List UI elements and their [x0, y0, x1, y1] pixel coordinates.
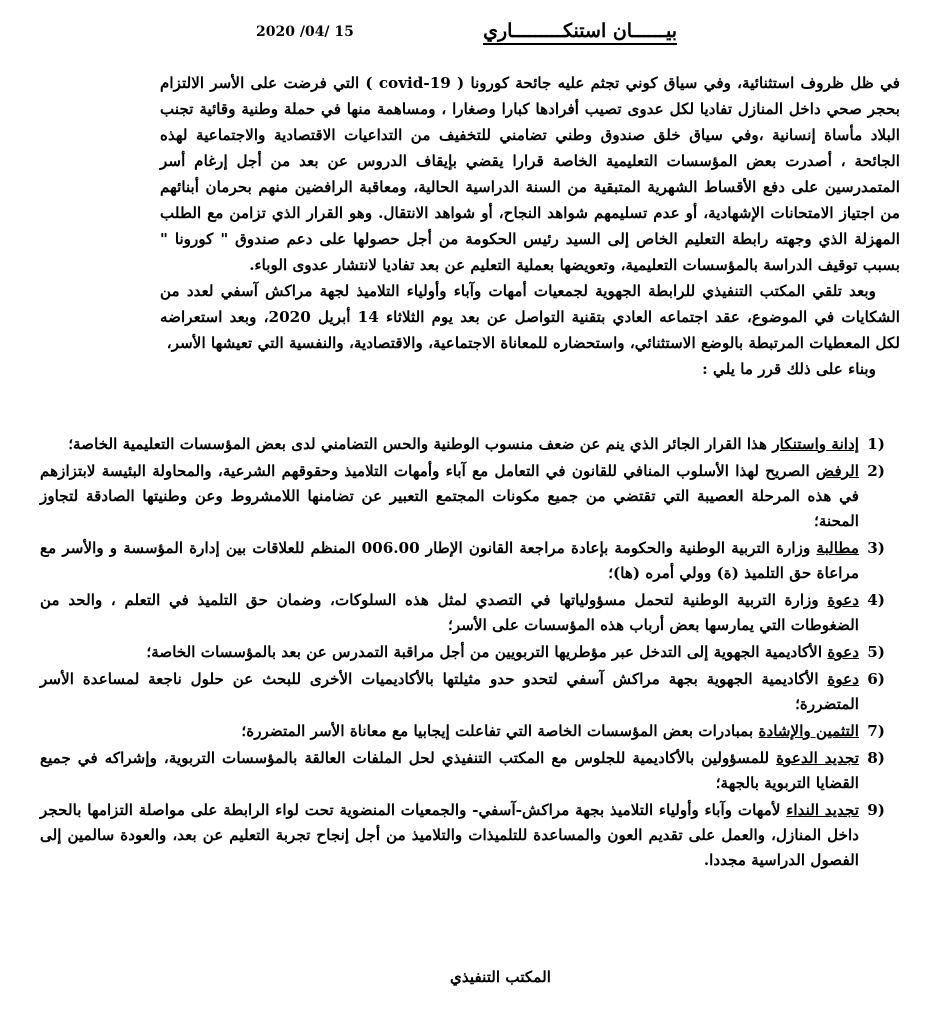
item-text: هذا القرار الجائر الذي ينم عن ضعف منسوب الوطنية والحس التضامني لدى بعض المؤسسات التعليمية الخاصة؛ [68, 435, 773, 453]
item-keyword: تجديد الدعوة [776, 749, 859, 767]
item-text: لأمهات وآباء وأولياء التلاميذ بجهة مراكش-آسفي- والجمعيات المنضوية تحت لواء الرابطة على مواصلة التزامها بالحجر داخل المنازل، والعمل على تقديم العون والمساعدة للتلميذات والتلاميذ من أجل إنجاح تجربة التعليم عن بعد، والعودة سالمين إلى الفصول الدراسية مجددا. [40, 801, 859, 869]
document-date: 2020 /04/ 15 [256, 24, 354, 40]
item-text: للمسؤولين بالأكاديمية للجلوس مع المكتب التنفيذي لحل الملفات العالقة بالمؤسسات التربوية، وإشراكه في جميع القضايا التربوية بالجهة؛ [40, 749, 859, 792]
decision-item [40, 746, 885, 796]
item-keyword: تجديد النداء [786, 801, 859, 819]
decision-item [40, 798, 885, 873]
item-keyword: الرفض [815, 462, 859, 480]
decision-list [40, 432, 885, 875]
item-keyword: دعوة [827, 670, 859, 688]
decision-item [40, 640, 885, 665]
item-keyword: التثمين والإشادة [758, 722, 859, 740]
item-number: 6) [867, 670, 885, 688]
decision-item [40, 459, 885, 534]
item-text: وزارة التربية الوطنية لتحمل مسؤولياتها في التصدي لمثل هذه السلوكات، وضمان حق التلميذ في التعلم ، والحد من الضغوطات التي يمارسها بعض أرباب هذه المؤسسات على الأسر؛ [40, 591, 859, 634]
document-header [0, 20, 939, 50]
intro-paragraph: وبعد تلقي المكتب التنفيذي للرابطة الجهوية لجمعيات أمهات وآباء وأولياء التلاميذ لجهة مراكش آسفي لعدد من الشكايات في الموضوع، عقد اجتماعه العادي بتقنية التواصل عن بعد يوم الثلاثاء 14 أبريل 2020، وبعد استعراضه لكل المعطيات المرتبطة بالوضع الاستثنائي، واستحضاره للمعاناة الاجتماعية، والاقتصادية، والنفسية التي تعيشها الأسر، [160, 282, 900, 352]
item-text: الأكاديمية الجهوية إلى التدخل عبر مؤطريها التربويين من أجل مراقبة التمدرس عن بعد بالمؤسسات الخاصة؛ [146, 643, 828, 661]
document-title: بيــــــان استنكـــــــــاري [483, 20, 677, 45]
item-text: وزارة التربية الوطنية والحكومة بإعادة مراجعة القانون الإطار 006.00 المنظم للعلاقات بين إدارة المؤسسة و والأسر مع مراعاة حق التلميذ (ة) وولي أمره (ها)؛ [40, 539, 859, 582]
item-keyword: مطالبة [816, 539, 859, 557]
item-keyword: إدانة واستنكار [772, 435, 859, 453]
item-text: الصريح لهذا الأسلوب المنافي للقانون في التعامل مع آباء وأمهات التلاميذ وحقوقهم الشرعية، والمحاولة البئيسة لابتزازهم في هذه المرحلة العصيبة التي تقتضي من جميع مكونات المجتمع التعبير عن تضامنها اللامشروط وعن وطنيتها الصادقة لتجاوز المحنة؛ [40, 462, 859, 530]
decision-item [40, 536, 885, 586]
item-number: 3) [867, 539, 885, 557]
item-number: 2) [867, 462, 885, 480]
item-number: 8) [867, 749, 885, 767]
item-number: 4) [867, 591, 885, 609]
decision-lead: وبناء على ذلك قرر ما يلي : [702, 360, 876, 378]
intro-section [160, 70, 900, 382]
signature: المكتب التنفيذي [450, 968, 551, 986]
decision-item [40, 719, 885, 744]
item-text: بمبادرات بعض المؤسسات الخاصة التي تفاعلت إيجابيا مع معاناة الأسر المتضررة؛ [241, 722, 759, 740]
decision-item [40, 432, 885, 457]
item-keyword: دعوة [827, 643, 859, 661]
item-number: 9) [867, 801, 885, 819]
item-number: 5) [867, 643, 885, 661]
decision-item [40, 588, 885, 638]
intro-paragraph: في ظل ظروف استثنائية، وفي سياق كوني تجثم عليه جائحة كورونا ( covid-19 ) التي فرضت على الأسر الالتزام بحجر صحي داخل المنازل تفاديا لكل عدوى تصيب أفرادها كبارا وصغارا ، ومساهمة منها في حملة وطنية وقائية تجنب البلاد مأساة إنسانية ،وفي سياق خلق صندوق وطني تضامني للتخفيف من التداعيات الاقتصادية والاجتماعية لهذه الجائحة ، أصدرت بعض المؤسسات التعليمية الخاصة قرارا يقضي بإيقاف الدروس عن بعد من أجل إرغام أسر المتمدرسين على دفع الأقساط الشهرية المتبقية من السنة الدراسية الحالية، ومعاقبة الرافضين منهم بحرمان أبنائهم من اجتياز الامتحانات الإشهادية، أو عدم تسليمهم شواهد النجاح، أو شواهد الانتقال. وهو القرار الذي تزامن مع الطلب المهزلة الذي وجهته رابطة التعليم الخاص إلى السيد رئيس الحكومة من أجل حصولها على دعم صندوق " كورونا " بسبب توقيف الدراسة بالمؤسسات التعليمية، وتعويضها بعملية التعليم عن بعد تفاديا لانتشار عدوى الوباء. [160, 74, 901, 274]
decision-item [40, 667, 885, 717]
item-keyword: دعوة [827, 591, 859, 609]
item-number: 1) [867, 435, 885, 453]
item-text: الأكاديمية الجهوية بجهة مراكش آسفي لتحدو حدو مثيلتها بالأكاديميات الأخرى للبحث عن حلول ناجعة لمساعدة الأسر المتضررة؛ [40, 670, 859, 713]
item-number: 7) [867, 722, 885, 740]
